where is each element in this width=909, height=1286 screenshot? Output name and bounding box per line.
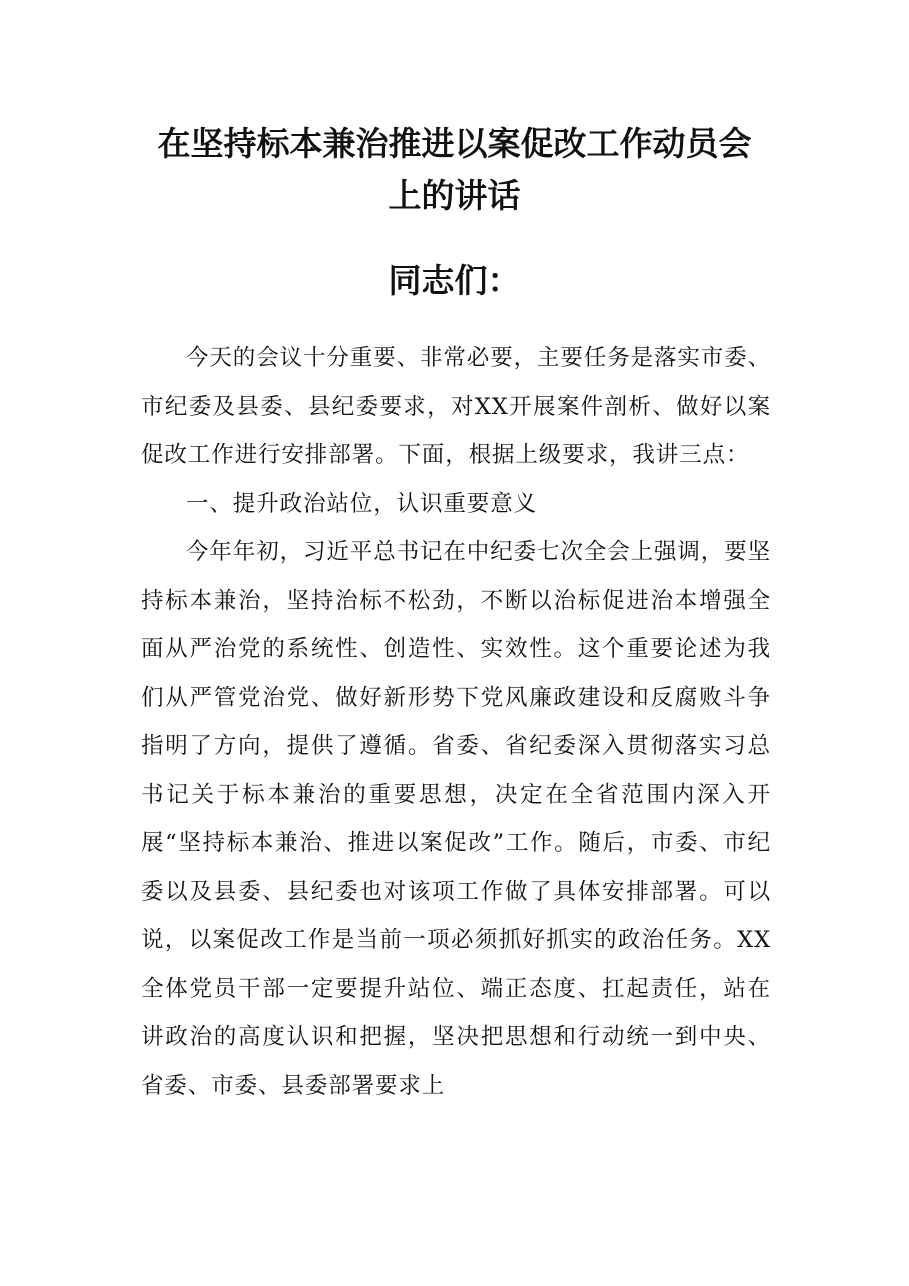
paragraph-body: 今年年初，习近平总书记在中纪委七次全会上强调，要坚持标本兼治，坚持治标不松劲，不断以治标促进治本增强全面从严治党的系统性、创造性、实效性。这个重要论述为我们从严管党治党、做好新形势下党风廉政建设和反腐败斗争指明了方向，提供了遵循。省委、省纪委深入贯彻落实习总书记关于标本兼治的重要思想，决定在全省范围内深入开展“坚持标本兼治、推进以案促改”工作。随后，市委、市纪委以及县委、县纪委也对该项工作做了具体安排部署。可以说，以案促改工作是当前一项必须抓好抓实的政治任务。XX全体党员干部一定要提升站位、端正态度、扛起责任，站在讲政治的高度认识和把握，坚决把思想和行动统一到中央、省委、市委、县委部署要求上: [141, 539, 772, 1099]
section-heading-1: 一、提升政治站位，认识重要意义: [186, 490, 538, 517]
document-title: [120, 118, 789, 222]
paragraph-intro: 今天的会议十分重要、非常必要，主要任务是落实市委、市纪委及县委、县纪委要求，对XX开展案件剖析、做好以案促改工作进行安排部署。下面，根据上级要求，我讲三点：: [141, 345, 772, 468]
document-body: [141, 334, 771, 1110]
salutation: 同志们：: [388, 261, 521, 300]
title-line-2: 上的讲话: [388, 176, 521, 215]
title-line-1: 在坚持标本兼治推进以案促改工作动员会: [157, 124, 752, 163]
